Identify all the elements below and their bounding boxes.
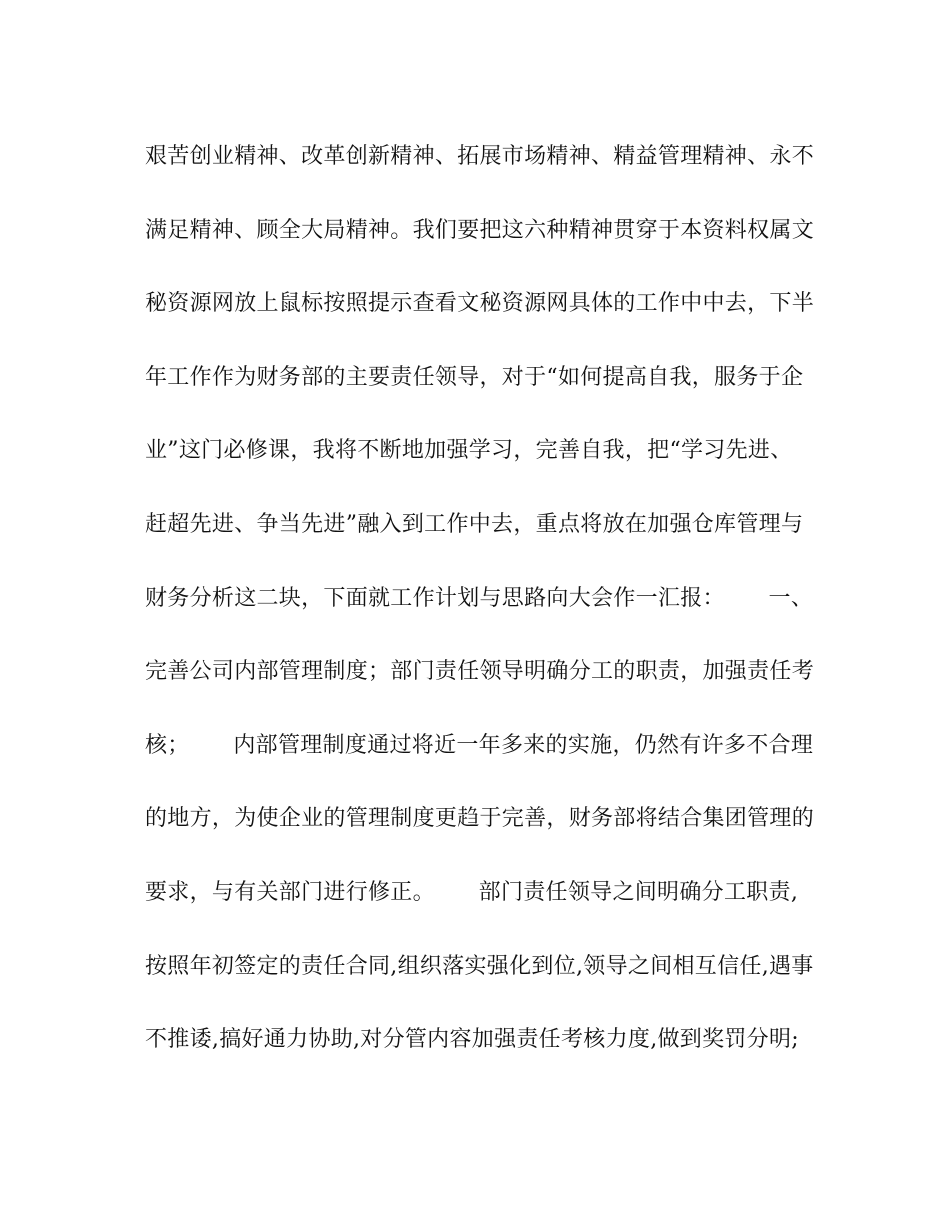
body-text xyxy=(145,139,825,1096)
text-line-2: 满足精神、顾全大局精神。我们要把这六种精神贯穿于本资料权属文 xyxy=(145,217,815,243)
text-line-7: 财务分析这二块，下面就工作计划与思路向大会作一汇报： 一、 xyxy=(145,585,814,611)
text-line-8: 完善公司内部管理制度；部门责任领导明确分工的职责，加强责任考 xyxy=(145,659,815,685)
text-line-6: 赶超先进、争当先进”融入到工作中去，重点将放在加强仓库管理与 xyxy=(145,511,804,537)
text-line-10: 的地方，为使企业的管理制度更趋于完善，财务部将结合集团管理的 xyxy=(145,806,815,832)
text-line-13: 不推诿,搞好通力协助,对分管内容加强责任考核力度,做到奖罚分明; xyxy=(145,1027,799,1053)
text-line-5: 业”这门必修课，我将不断地加强学习，完善自我，把“学习先进、 xyxy=(145,438,793,464)
text-line-12: 按照年初签定的责任合同,组织落实强化到位,领导之间相互信任,遇事 xyxy=(145,953,814,979)
text-line-9: 核； 内部管理制度通过将近一年多来的实施，仍然有许多不合理 xyxy=(145,732,814,758)
text-line-1: 艰苦创业精神、改革创新精神、拓展市场精神、精益管理精神、永不 xyxy=(145,144,815,169)
text-line-3: 秘资源网放上鼠标按照提示查看文秘资源网具体的工作中中去，下半 xyxy=(145,291,815,317)
text-line-11: 要求，与有关部门进行修正。 部门责任领导之间明确分工职责, xyxy=(145,879,799,905)
text-line-4: 年工作作为财务部的主要责任领导，对于“如何提高自我，服务于企 xyxy=(145,364,804,390)
